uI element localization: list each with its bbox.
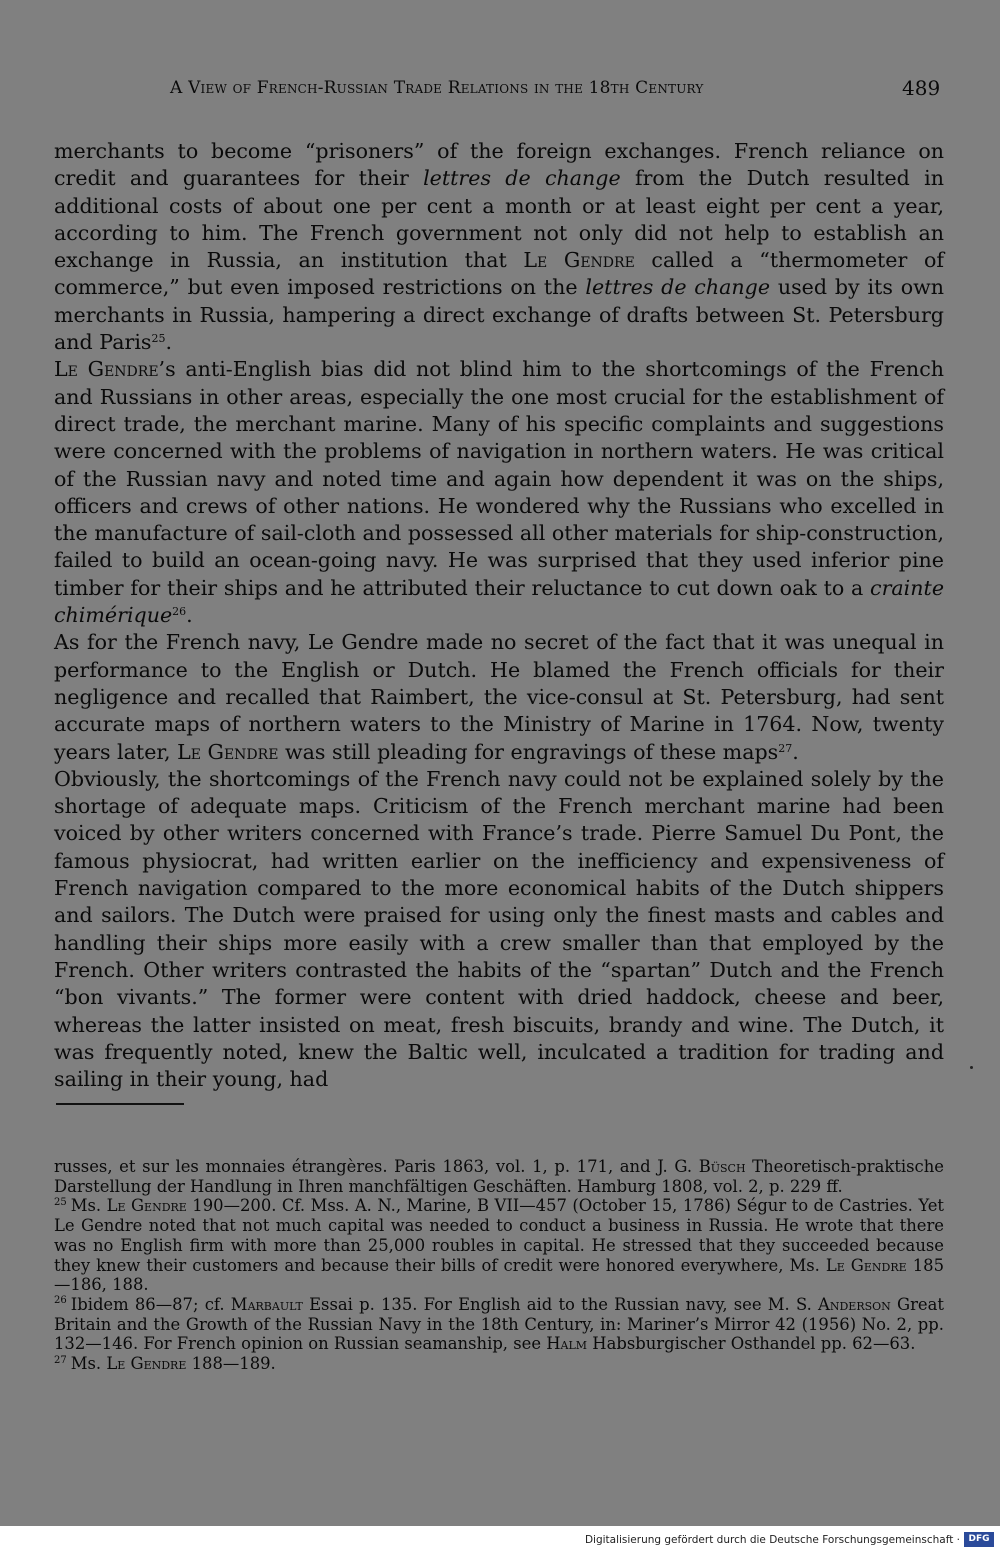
scan-speck [970, 1066, 973, 1069]
italic-term: crainte chimérique [54, 575, 944, 628]
text-run: used by its own merchants in Russia, hampering a direct exchange of drafts between St. Petersburg and Paris [54, 275, 944, 355]
footnote-reference: 25 [151, 332, 166, 346]
footnote-27 [54, 1354, 944, 1374]
footnotes [54, 1157, 944, 1374]
footnote-continued [54, 1157, 944, 1196]
paragraph [54, 138, 944, 356]
text-run: Obviously, the shortcomings of the French navy could not be explained solely by the shortage of adequate maps. Criticism of the French merchant marine had been voiced by other writers concerned with France’s trade. Pierre Samuel Du Pont, the famous physiocrat, had written earlier on the inefficiency and expensiveness of French navigation compared to the more economical habits of the Dutch shippers and sailors. The Dutch were praised for using only the finest masts and cables and handling their ships more easily with a crew smaller than that employed by the French. Other writers contrasted the habits of the “spartan” Dutch and the French “bon vivants.” The former were content with dried haddock, cheese and beer, whereas the latter insisted on meat, fresh biscuits, brandy and wine. The Dutch, it was frequently noted, knew the Baltic well, inculcated a tradition for trading and sailing in their young, had [54, 766, 944, 1092]
main-text [54, 138, 944, 1093]
author-name: Halm [546, 1334, 588, 1354]
text-run: from the Dutch resulted in additional costs of about one per cent a month or at least eight per cent a year, according to him. The French government not only did not help to establish an exchange in Russia, an institution that [54, 166, 944, 273]
paragraph [54, 356, 944, 629]
author-name: Le Gendre [523, 248, 635, 273]
text-run: Ms. [70, 1354, 107, 1374]
text-run: called a “thermometer of commerce,” but even imposed restrictions on the [54, 248, 944, 300]
footnote-number: 27 [54, 1354, 67, 1366]
footnote-number: 26 [54, 1295, 67, 1307]
text-run: Theoretisch-praktische Darstellung der Handlung in Ihren manchfältigen Geschäften. Hamburg 1808, vol. 2, p. 229 ff. [54, 1157, 944, 1196]
text-run: . [792, 739, 799, 764]
author-name: Le Gendre [54, 357, 159, 382]
text-run: ’s anti-English bias did not blind him to the shortcomings of the French and Russians in other areas, especially the one most crucial for the establishment of direct trade, the merchant marine. Many of his specific complaints and suggestions were concerned with the problems of navigation in northern waters. He was critical of the Russian navy and noted time and again how dependent it was on the ships, officers and crews of other nations. He wondered why the Russians who excelled in the manufacture of sail-cloth and possessed all other materials for ship-construction, failed to build an ocean-going navy. He was surprised that they used inferior pine timber for their ships and he attributed their reluctance to cut down oak to a [54, 357, 944, 600]
footnote-number: 25 [54, 1196, 67, 1208]
author-name: Le Gendre [106, 1354, 187, 1374]
italic-term: lettres de change [585, 275, 771, 300]
text-run: . [186, 603, 193, 628]
text-run: Habsburgischer Osthandel pp. 62—63. [587, 1334, 916, 1354]
dfg-logo: DFG [964, 1532, 994, 1547]
digitization-credit: Digitalisierung gefördert durch die Deutsche Forschungsgemeinschaft · [584, 1534, 960, 1546]
author-name: Anderson [818, 1294, 891, 1314]
paragraph [54, 629, 944, 765]
text-run: Great Britain and the Growth of the Russian Navy in the 18th Century, in: Mariner’s Mirror 42 (1956) No. 2, pp. 132—146. For French opinion on Russian seamanship, see [54, 1294, 944, 1354]
text-run: was still pleading for engravings of these maps [278, 739, 779, 764]
italic-term: lettres de change [423, 166, 621, 191]
page-number: 489 [902, 76, 941, 100]
text-run: As for the French navy, Le Gendre made no secret of the fact that it was unequal in performance to the English or Dutch. He blamed the French officials for their negligence and recalled that Raimbert, the vice-consul at St. Petersburg, had sent accurate maps of northern waters to the Ministry of Marine in 1764. Now, twenty years later, [54, 630, 944, 764]
author-name: Marbault [230, 1294, 303, 1314]
footnote-separator [56, 1103, 184, 1105]
text-run: Essai p. 135. For English aid to the Russian navy, see M. S. [302, 1294, 819, 1314]
footnote-25 [54, 1196, 944, 1295]
running-head-title: A View of French-Russian Trade Relations in the 18th Century [170, 78, 704, 98]
author-name: Le Gendre [106, 1196, 187, 1216]
text-run: 188—189. [186, 1354, 276, 1374]
text-run: Ibidem 86—87; cf. [70, 1294, 231, 1314]
text-run: . [165, 330, 173, 355]
author-name: Le Gendre [177, 739, 279, 764]
footnote-reference: 27 [778, 741, 793, 755]
text-run: 190—200. Cf. Mss. A. N., Marine, B VII—457 (October 15, 1786) Ségur to de Castries. Yet Le Gendre noted that not much capital was needed to conduct a business in Russia. He wrote that there was no English firm with more than 25,000 roubles in capital. He stressed that they succeeded because they knew their customers and because their bills of credit were honored everywhere, Ms. [54, 1196, 945, 1275]
text-run: 185—186, 188. [54, 1255, 944, 1295]
text-run: Ms. [70, 1196, 107, 1216]
paragraph [54, 766, 944, 1094]
text-run: russes, et sur les monnaies étrangères. Paris 1863, vol. 1, p. 171, and J. G. [54, 1157, 699, 1176]
author-name: Le Gendre [825, 1255, 907, 1275]
author-name: Büsch [698, 1157, 746, 1176]
footnote-26 [54, 1295, 944, 1354]
footnote-reference: 26 [172, 605, 187, 619]
text-run: merchants to become “prisoners” of the foreign exchanges. French reliance on credit and guarantees for their [54, 139, 944, 191]
digitization-credit-bar [0, 1526, 1000, 1554]
